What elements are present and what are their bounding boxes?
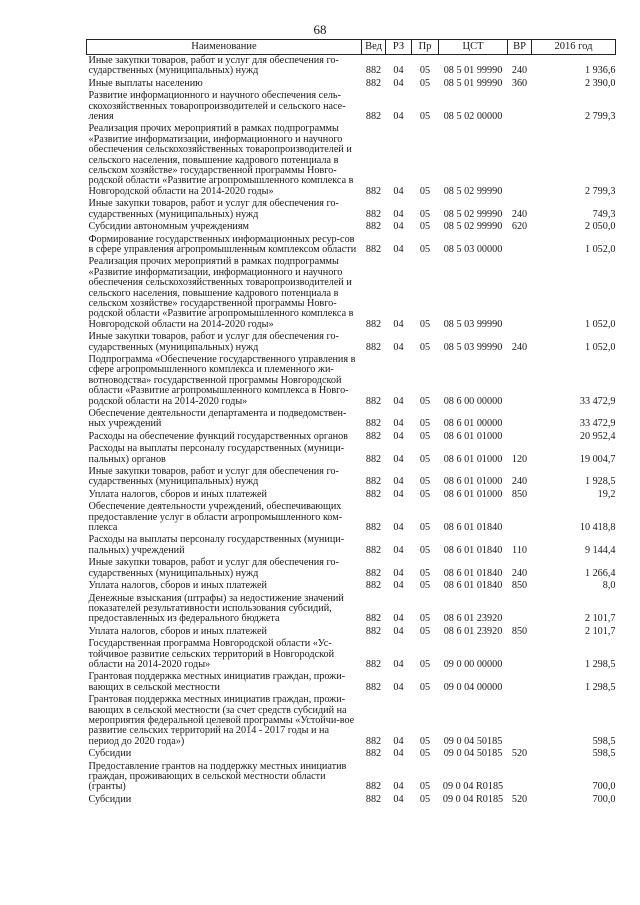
table-row [87, 626, 616, 638]
table-row [87, 671, 616, 694]
row-name: Грантовая поддержка местных инициатив граждан, прожи-вающих в сельской местности [88, 671, 346, 693]
row-amount: 1 298,5 [584, 681, 616, 693]
row-amount: 8,0 [602, 580, 616, 592]
row-cst: 08 5 02 99990 [443, 185, 503, 197]
row-ved: 882 [365, 488, 382, 500]
row-amount: 598,5 [592, 748, 616, 760]
table-row [87, 748, 616, 760]
row-rz: 04 [393, 185, 404, 197]
header-cst: ЦСТ [439, 40, 508, 55]
row-ved: 882 [365, 341, 382, 353]
row-vr: 850 [511, 625, 528, 637]
row-cst: 09 0 04 00000 [443, 681, 503, 693]
table-row [87, 501, 616, 534]
table-row [87, 256, 616, 331]
row-cst: 08 5 02 00000 [443, 111, 503, 123]
row-cst: 08 5 01 99990 [443, 65, 503, 77]
table-row [87, 557, 616, 580]
row-vr [508, 431, 532, 443]
table-row [87, 198, 616, 221]
row-amount: 19,2 [597, 488, 616, 500]
table-row [87, 221, 616, 233]
row-rz: 04 [393, 430, 404, 442]
page-number: 68 [313, 22, 327, 37]
row-amount: 2 101,7 [584, 613, 616, 625]
row-cst: 09 0 04 50185 [443, 735, 503, 747]
row-rz: 04 [393, 781, 404, 793]
row-rz: 04 [393, 221, 404, 233]
row-cst: 08 5 02 99990 [443, 221, 503, 233]
row-ved: 882 [365, 65, 382, 77]
table-row [87, 354, 616, 408]
row-amount: 700,0 [592, 781, 616, 793]
row-vr [508, 123, 532, 198]
row-cst: 08 5 02 99990 [443, 208, 503, 220]
row-name: Субсидии автономным учреждениям [88, 221, 249, 233]
row-pr: 05 [419, 613, 431, 625]
row-rz: 04 [393, 522, 404, 534]
row-pr: 05 [419, 781, 431, 793]
row-amount: 749,3 [592, 208, 616, 220]
table-row [87, 489, 616, 501]
row-cst: 08 5 03 00000 [443, 243, 503, 255]
row-pr: 05 [419, 488, 431, 500]
row-vr: 520 [511, 748, 528, 760]
row-cst: 08 6 01 00000 [443, 418, 503, 430]
table-row [87, 638, 616, 671]
row-vr [508, 593, 532, 626]
row-cst: 08 6 01 01000 [443, 430, 503, 442]
row-pr: 05 [419, 221, 431, 233]
row-pr: 05 [419, 580, 431, 592]
row-name: Расходы на обеспечение функций государственных органов [88, 430, 348, 442]
row-rz: 04 [393, 567, 404, 579]
row-pr: 05 [419, 395, 431, 407]
row-vr: 240 [511, 567, 528, 579]
row-cst: 08 5 01 99990 [443, 77, 503, 89]
row-name: Грантовая поддержка местных инициатив граждан, прожи-вающих в сельской местности (за счет средств субсидий на мероприятия федеральной целевой программы «Устойчи-вое развитие сельских территорий на 2014 - 2017 годы и на период до 2020 года») [88, 694, 355, 747]
table-row [87, 694, 616, 748]
row-name: Субсидии [88, 793, 132, 805]
row-ved: 882 [365, 793, 382, 805]
row-amount: 1 928,5 [584, 476, 616, 488]
row-pr: 05 [419, 208, 431, 220]
row-cst: 08 6 00 00000 [443, 395, 503, 407]
row-name: Развитие информационного и научного обеспечения сель-скохозяйственных товаропроизводителей и сельского насе-ления [88, 90, 346, 123]
row-amount: 10 418,8 [579, 522, 616, 534]
row-name: Расходы на выплаты персоналу государственных (муници-пальных) учреждений [88, 534, 345, 556]
row-ved: 882 [365, 735, 382, 747]
table-row [87, 580, 616, 592]
row-name: Иные закупки товаров, работ и услуг для обеспечения го-сударственных (муниципальных) нужд [88, 55, 339, 77]
row-cst: 09 0 04 50185 [443, 748, 503, 760]
row-ved: 882 [365, 221, 382, 233]
row-vr: 360 [511, 77, 528, 89]
row-pr: 05 [419, 453, 431, 465]
row-pr: 05 [419, 522, 431, 534]
row-rz: 04 [393, 613, 404, 625]
row-ved: 882 [365, 681, 382, 693]
row-name: Реализация прочих мероприятий в рамках подпрограммы «Развитие информатизации, информационного и научного обеспечения сельскохозяйственных товаропроизводителей и сельского населения, повышение кадрового потенциала в сельском хозяйстве» государственной программы Новго-родской области «Развитие агропромышленного комплекса в Новгородской области на 2014-2020 годы» [88, 123, 354, 197]
row-pr: 05 [419, 544, 431, 556]
row-vr [508, 90, 532, 123]
row-ved: 882 [365, 476, 382, 488]
row-ved: 882 [365, 658, 382, 670]
row-vr: 850 [511, 580, 528, 592]
row-pr: 05 [419, 65, 431, 77]
row-amount: 2 799,3 [584, 111, 616, 123]
table-row [87, 466, 616, 489]
row-rz: 04 [393, 658, 404, 670]
row-cst: 08 5 03 99990 [443, 318, 503, 330]
table-row [87, 761, 616, 794]
row-name: Иные закупки товаров, работ и услуг для обеспечения го-сударственных (муниципальных) нужд [88, 466, 339, 488]
header-year: 2016 год [532, 40, 616, 55]
row-vr: 620 [511, 221, 528, 233]
row-name: Расходы на выплаты персоналу государственных (муници-пальных) органов [88, 443, 345, 465]
row-ved: 882 [365, 318, 382, 330]
table-body [87, 55, 616, 807]
row-name: Иные закупки товаров, работ и услуг для обеспечения го-сударственных (муниципальных) нужд [88, 557, 339, 579]
row-amount: 1 298,5 [584, 658, 616, 670]
table-header-row [87, 40, 616, 55]
row-ved: 882 [365, 580, 382, 592]
row-name: Уплата налогов, сборов и иных платежей [88, 580, 267, 592]
row-name: Подпрограмма «Обеспечение государственного управления в сфере агропромышленного комплекса и племенного жи-вотноводства» государственной программы Новгородской области «Развитие агропромышленного комплекса в Новго-родской области на 2014-2020 годы» [88, 353, 356, 407]
table-row [87, 90, 616, 123]
row-pr: 05 [419, 748, 431, 760]
row-ved: 882 [365, 522, 382, 534]
row-rz: 04 [393, 625, 404, 637]
row-pr: 05 [419, 567, 431, 579]
row-cst: 08 6 01 23920 [443, 625, 503, 637]
row-cst: 08 6 01 01840 [443, 580, 503, 592]
row-rz: 04 [393, 395, 404, 407]
row-name: Иные закупки товаров, работ и услуг для обеспечения го-сударственных (муниципальных) нужд [88, 198, 339, 220]
row-vr [508, 234, 532, 257]
table-row [87, 593, 616, 626]
row-rz: 04 [393, 65, 404, 77]
row-ved: 882 [365, 567, 382, 579]
row-amount: 598,5 [592, 735, 616, 747]
table-row [87, 331, 616, 354]
row-ved: 882 [365, 208, 382, 220]
header-vr: ВР [508, 40, 532, 55]
row-ved: 882 [365, 418, 382, 430]
header-pr: Пр [412, 40, 439, 55]
budget-table [86, 39, 616, 806]
row-vr: 240 [511, 208, 528, 220]
row-amount: 2 050,0 [584, 221, 616, 233]
table-row [87, 408, 616, 431]
row-ved: 882 [365, 430, 382, 442]
row-vr: 240 [511, 341, 528, 353]
table-row [87, 78, 616, 90]
row-vr: 240 [511, 65, 528, 77]
row-vr: 850 [511, 488, 528, 500]
row-vr: 110 [512, 544, 527, 556]
row-amount: 33 472,9 [579, 418, 616, 430]
row-rz: 04 [393, 111, 404, 123]
row-ved: 882 [365, 613, 382, 625]
row-pr: 05 [419, 658, 431, 670]
row-amount: 1 266,4 [584, 567, 616, 579]
row-pr: 05 [419, 430, 431, 442]
row-rz: 04 [393, 544, 404, 556]
row-vr [508, 501, 532, 534]
row-vr [508, 256, 532, 331]
row-pr: 05 [419, 185, 431, 197]
row-amount: 2 101,7 [584, 625, 616, 637]
row-cst: 09 0 04 R0185 [442, 793, 504, 805]
row-vr [508, 408, 532, 431]
row-vr [508, 671, 532, 694]
row-pr: 05 [419, 77, 431, 89]
table-row [87, 234, 616, 257]
row-ved: 882 [365, 111, 382, 123]
row-amount: 700,0 [592, 793, 616, 805]
row-name: Формирование государственных информационных ресур-сов в сфере управления агропромышленным комплексом области [88, 233, 357, 255]
row-rz: 04 [393, 580, 404, 592]
row-cst: 08 6 01 01840 [443, 567, 503, 579]
row-amount: 9 144,4 [584, 544, 616, 556]
row-vr [508, 638, 532, 671]
row-pr: 05 [419, 111, 431, 123]
row-rz: 04 [393, 748, 404, 760]
row-name: Уплата налогов, сборов и иных платежей [88, 625, 267, 637]
row-pr: 05 [419, 243, 431, 255]
header-name: Наименование [87, 40, 362, 55]
row-cst: 08 6 01 01840 [443, 544, 503, 556]
row-name: Иные выплаты населению [88, 77, 203, 89]
row-cst: 09 0 00 00000 [443, 658, 503, 670]
row-ved: 882 [365, 77, 382, 89]
row-name: Иные закупки товаров, работ и услуг для обеспечения го-сударственных (муниципальных) нужд [88, 331, 339, 353]
row-rz: 04 [393, 681, 404, 693]
row-vr [508, 354, 532, 408]
row-amount: 33 472,9 [579, 395, 616, 407]
row-ved: 882 [365, 243, 382, 255]
row-rz: 04 [393, 793, 404, 805]
row-vr: 240 [511, 476, 528, 488]
row-rz: 04 [393, 453, 404, 465]
table-row [87, 123, 616, 198]
row-pr: 05 [419, 625, 431, 637]
row-ved: 882 [365, 781, 382, 793]
row-amount: 1 052,0 [584, 341, 616, 353]
header-rz: РЗ [386, 40, 412, 55]
row-vr [508, 694, 532, 748]
row-rz: 04 [393, 418, 404, 430]
row-pr: 05 [419, 793, 431, 805]
row-cst: 08 6 01 01000 [443, 453, 503, 465]
header-ved: Вед [362, 40, 386, 55]
row-ved: 882 [365, 748, 382, 760]
row-name: Обеспечение деятельности учреждений, обеспечивающих предоставление услуг в области агропромышленного ком-плекса [88, 501, 343, 534]
row-pr: 05 [419, 318, 431, 330]
row-name: Государственная программа Новгородской области «Ус-тойчивое развитие сельских территорий в Новгородской области на 2014-2020 годы» [88, 638, 335, 670]
row-pr: 05 [419, 681, 431, 693]
table-row [87, 534, 616, 557]
row-pr: 05 [419, 735, 431, 747]
row-rz: 04 [393, 77, 404, 89]
row-name: Субсидии [88, 748, 132, 760]
row-rz: 04 [393, 488, 404, 500]
row-vr [508, 761, 532, 794]
row-amount: 19 004,7 [579, 453, 616, 465]
row-vr: 120 [511, 453, 528, 465]
table-row [87, 443, 616, 466]
row-cst: 08 6 01 01840 [443, 522, 503, 534]
row-cst: 08 6 01 23920 [443, 613, 503, 625]
row-amount: 2 799,3 [584, 185, 616, 197]
row-rz: 04 [393, 476, 404, 488]
row-name: Обеспечение деятельности департамента и подведомствен-ных учреждений [88, 408, 347, 430]
row-ved: 882 [365, 185, 382, 197]
row-rz: 04 [393, 243, 404, 255]
row-name: Денежные взыскания (штрафы) за недостижение значений показателей результативности использования субсидий, предоставленных из федерального бюджета [88, 592, 344, 625]
row-name: Предоставление грантов на поддержку местных инициатив граждан, проживающих в сельской местности области (гранты) [88, 760, 347, 793]
row-ved: 882 [365, 625, 382, 637]
row-name: Уплата налогов, сборов и иных платежей [88, 488, 267, 500]
row-vr: 520 [511, 793, 528, 805]
row-rz: 04 [393, 318, 404, 330]
row-cst: 08 6 01 01000 [443, 488, 503, 500]
row-cst: 08 6 01 01000 [443, 476, 503, 488]
row-amount: 1 052,0 [584, 243, 616, 255]
row-pr: 05 [419, 476, 431, 488]
row-ved: 882 [365, 544, 382, 556]
row-rz: 04 [393, 735, 404, 747]
row-amount: 1 936,6 [584, 65, 616, 77]
row-ved: 882 [365, 453, 382, 465]
table-row [87, 431, 616, 443]
row-pr: 05 [419, 418, 431, 430]
table-row [87, 55, 616, 78]
row-cst: 09 0 04 R0185 [442, 781, 504, 793]
row-amount: 1 052,0 [584, 318, 616, 330]
row-rz: 04 [393, 208, 404, 220]
row-pr: 05 [419, 341, 431, 353]
row-ved: 882 [365, 395, 382, 407]
row-rz: 04 [393, 341, 404, 353]
table-row [87, 794, 616, 806]
row-name: Реализация прочих мероприятий в рамках подпрограммы «Развитие информатизации, информационного и научного обеспечения сельскохозяйственных товаропроизводителей и сельского населения, повышение кадрового потенциала в сельском хозяйстве» государственной программы Новго-родской области «Развитие агропромышленного комплекса в Новгородской области на 2014-2020 годы» [88, 256, 354, 330]
row-amount: 20 952,4 [579, 430, 616, 442]
row-amount: 2 390,0 [584, 77, 616, 89]
row-cst: 08 5 03 99990 [443, 341, 503, 353]
